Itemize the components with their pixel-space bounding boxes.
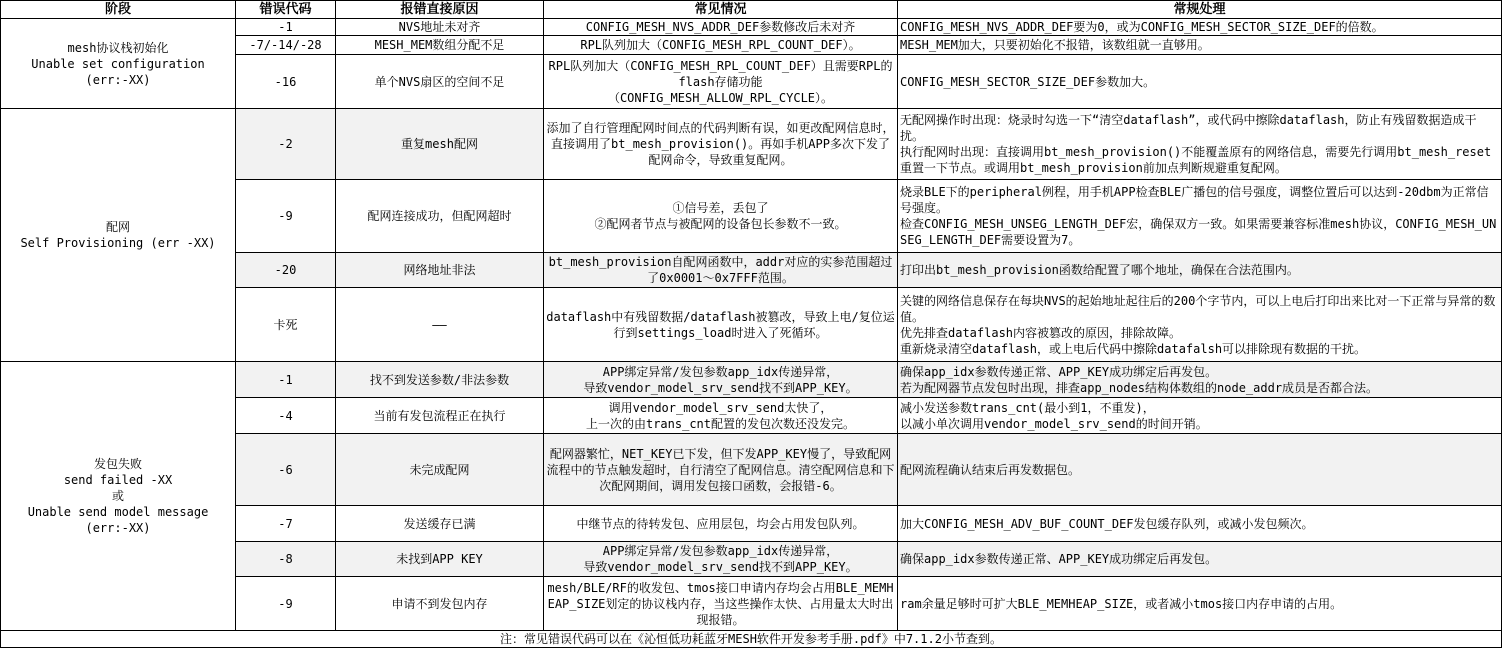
direct-cause: NVS地址未对齐 — [336, 19, 544, 36]
header-direct-cause: 报错直接原因 — [336, 1, 544, 19]
handling: 烧录BLE下的peripheral例程，用手机APP检查BLE广播包的信号强度，调整位置后可以达到-20dbm为正常信号强度。 检查CONFIG_MESH_UNSEG_LENGTH_DEF宏，确保双方一致。如果需要兼容标准mesh协议，CONFIG_MESH_UNSEG_LENGTH_DEF需要设置为7。 — [898, 180, 1502, 253]
error-code: 卡死 — [236, 288, 336, 362]
common-situation: 添加了自行管理配网时间点的代码判断有误，如更改配网信息时，直接调用了bt_mesh_provision()。再如手机APP多次下发了配网命令，导致重复配网。 — [544, 109, 898, 180]
common-situation: 调用vendor_model_srv_send太快了， 上一次的由trans_cnt配置的发包次数还没发完。 — [544, 398, 898, 434]
stage-mesh-init: mesh协议栈初始化 Unable set configuration (err:-XX) — [1, 19, 236, 109]
error-code: -7/-14/-28 — [236, 36, 336, 55]
direct-cause: —— — [336, 288, 544, 362]
direct-cause: 未找到APP KEY — [336, 542, 544, 577]
common-situation: CONFIG_MESH_NVS_ADDR_DEF参数修改后未对齐 — [544, 19, 898, 36]
direct-cause: 网络地址非法 — [336, 253, 544, 288]
error-code: -9 — [236, 180, 336, 253]
table-row — [1, 109, 1502, 180]
note-row — [1, 631, 1502, 648]
handling: 关键的网络信息保存在每块NVS的起始地址起往后的200个字节内，可以上电后打印出来比对一下正常与异常的数值。 优先排查dataflash内容被篡改的原因，排除故障。 重新烧录清空dataflash，或上电后代码中擦除datafalsh可以排除现有数据的干扰。 — [898, 288, 1502, 362]
handling: CONFIG_MESH_NVS_ADDR_DEF要为0，或为CONFIG_MESH_SECTOR_SIZE_DEF的倍数。 — [898, 19, 1502, 36]
stage-send-failed: 发包失败 send failed -XX 或 Unable send model message (err:-XX) — [1, 362, 236, 631]
direct-cause: MESH_MEM数组分配不足 — [336, 36, 544, 55]
direct-cause: 重复mesh配网 — [336, 109, 544, 180]
direct-cause: 发送缓存已满 — [336, 506, 544, 542]
common-situation: mesh/BLE/RF的收发包、tmos接口申请内存均会占用BLE_MEMHEAP_SIZE划定的协议栈内存，当这些操作太快、占用量太大时出现报错。 — [544, 577, 898, 631]
common-situation: ①信号差，丢包了 ②配网者节点与被配网的设备包长参数不一致。 — [544, 180, 898, 253]
handling: 减小发送参数trans_cnt(最小到1，不重发)， 以减小单次调用vendor_model_srv_send的时间开销。 — [898, 398, 1502, 434]
error-code: -1 — [236, 19, 336, 36]
direct-cause: 找不到发送参数/非法参数 — [336, 362, 544, 398]
common-situation: 中继节点的待转发包、应用层包，均会占用发包队列。 — [544, 506, 898, 542]
common-situation: APP绑定异常/发包参数app_idx传递异常， 导致vendor_model_srv_send找不到APP_KEY。 — [544, 542, 898, 577]
common-situation: RPL队列加大（CONFIG_MESH_RPL_COUNT_DEF）。 — [544, 36, 898, 55]
error-code: -2 — [236, 109, 336, 180]
handling: 确保app_idx参数传递正常、APP_KEY成功绑定后再发包。 — [898, 542, 1502, 577]
error-code: -4 — [236, 398, 336, 434]
common-situation: RPL队列加大（CONFIG_MESH_RPL_COUNT_DEF）且需要RPL的flash存储功能 （CONFIG_MESH_ALLOW_RPL_CYCLE）。 — [544, 55, 898, 109]
handling: 无配网操作时出现：烧录时勾选一下“清空dataflash”，或代码中擦除dataflash，防止有残留数据造成干扰。 执行配网时出现：直接调用bt_mesh_provision()不能覆盖原有的网络信息，需要先行调用bt_mesh_reset重置一下节点。或调用bt_mesh_provision前加点判断规避重复配网。 — [898, 109, 1502, 180]
handling: ram余量足够时可扩大BLE_MEMHEAP_SIZE，或者减小tmos接口内存申请的占用。 — [898, 577, 1502, 631]
common-situation: 配网器繁忙，NET_KEY已下发，但下发APP_KEY慢了，导致配网流程中的节点触发超时，自行清空了配网信息。清空配网信息和下次配网期间，调用发包接口函数，会报错-6。 — [544, 434, 898, 506]
header-row — [1, 1, 1502, 19]
error-code: -1 — [236, 362, 336, 398]
header-error-code: 错误代码 — [236, 1, 336, 19]
common-situation: APP绑定异常/发包参数app_idx传递异常， 导致vendor_model_srv_send找不到APP_KEY。 — [544, 362, 898, 398]
common-situation: bt_mesh_provision自配网函数中，addr对应的实参范围超过了0x0001～0x7FFF范围。 — [544, 253, 898, 288]
handling: 配网流程确认结束后再发数据包。 — [898, 434, 1502, 506]
header-handling: 常规处理 — [898, 1, 1502, 19]
error-code: -16 — [236, 55, 336, 109]
footnote: 注：常见错误代码可以在《沁恒低功耗蓝牙MESH软件开发参考手册.pdf》中7.1.2小节查到。 — [1, 631, 1502, 648]
direct-cause: 申请不到发包内存 — [336, 577, 544, 631]
direct-cause: 当前有发包流程正在执行 — [336, 398, 544, 434]
error-code: -6 — [236, 434, 336, 506]
handling: 确保app_idx参数传递正常、APP_KEY成功绑定后再发包。 若为配网器节点发包时出现，排查app_nodes结构体数组的node_addr成员是否都合法。 — [898, 362, 1502, 398]
error-code: -8 — [236, 542, 336, 577]
common-situation: dataflash中有残留数据/dataflash被篡改，导致上电/复位运行到settings_load时进入了死循环。 — [544, 288, 898, 362]
table-row — [1, 19, 1502, 36]
error-code: -20 — [236, 253, 336, 288]
handling: CONFIG_MESH_SECTOR_SIZE_DEF参数加大。 — [898, 55, 1502, 109]
handling: MESH_MEM加大，只要初始化不报错，该数组就一直够用。 — [898, 36, 1502, 55]
header-stage: 阶段 — [1, 1, 236, 19]
header-common-situation: 常见情况 — [544, 1, 898, 19]
direct-cause: 配网连接成功，但配网超时 — [336, 180, 544, 253]
handling: 打印出bt_mesh_provision函数给配置了哪个地址，确保在合法范围内。 — [898, 253, 1502, 288]
direct-cause: 未完成配网 — [336, 434, 544, 506]
handling: 加大CONFIG_MESH_ADV_BUF_COUNT_DEF发包缓存队列，或减小发包频次。 — [898, 506, 1502, 542]
error-code: -9 — [236, 577, 336, 631]
table-row — [1, 362, 1502, 398]
stage-provisioning: 配网 Self Provisioning (err -XX) — [1, 109, 236, 362]
error-code: -7 — [236, 506, 336, 542]
direct-cause: 单个NVS扇区的空间不足 — [336, 55, 544, 109]
